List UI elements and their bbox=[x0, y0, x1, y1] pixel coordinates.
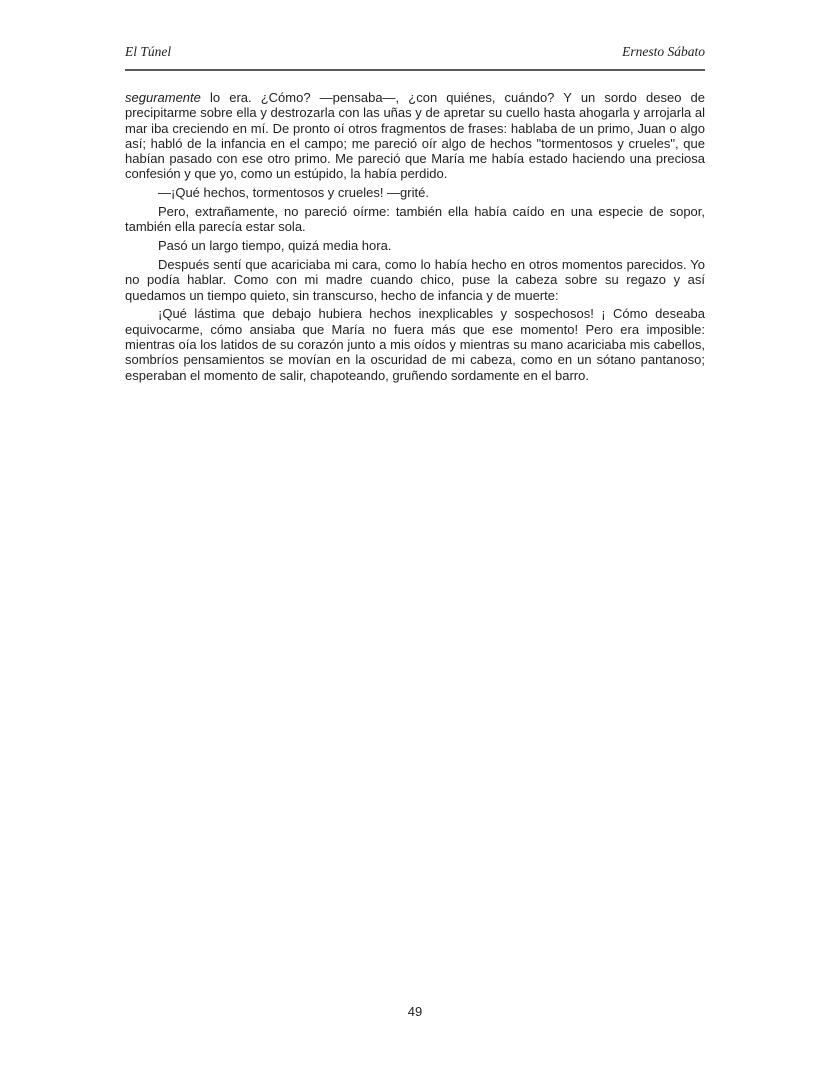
paragraph: Pasó un largo tiempo, quizá media hora. bbox=[158, 238, 392, 254]
running-author: Ernesto Sábato bbox=[622, 44, 705, 59]
page-header bbox=[125, 44, 705, 60]
header-rule bbox=[125, 69, 705, 71]
page-body bbox=[125, 90, 705, 383]
italic-lead-word: seguramente bbox=[125, 90, 201, 105]
paragraph-text: lo era. ¿Cómo? —pensaba—, ¿con quiénes, cuándo? Y un sordo deseo de precipitarme sobre ella y destrozarla con las uñas y de apretar su cuello hasta ahogarla y arrojarla al mar iba creciendo en mí. De pronto oí otros fragmentos de frases: hablaba de un primo, Juan o algo así; habló de la infancia en el campo; me pareció oír algo de hechos "tormentosos y crueles", que habían pasado con ese otro primo. Me pareció que María me había estado haciendo una preciosa confesión y que yo, como un estúpido, la había perdido. bbox=[125, 90, 705, 182]
running-book-title: El Túnel bbox=[125, 44, 172, 59]
paragraph: ¡Qué lástima que debajo hubiera hechos inexplicables y sospechosos! ¡ Cómo deseaba equivocarme, cómo ansiaba que María no fuera más que ese momento! Pero era imposible: mientras oía los latidos de su corazón junto a mis oídos y mientras su mano acariciaba mis cabellos, sombríos pensamientos se movían en la oscuridad de mi cabeza, como en un sótano pantanoso; esperaban el momento de salir, chapoteando, gruñendo sordamente en el barro. bbox=[125, 306, 705, 383]
page-number: 49 bbox=[407, 1004, 423, 1019]
page-footer bbox=[125, 1004, 705, 1019]
paragraph: Pero, extrañamente, no pareció oírme: también ella había caído en una especie de sopor, también ella parecía estar sola. bbox=[125, 204, 705, 235]
paragraph: Después sentí que acariciaba mi cara, como lo había hecho en otros momentos parecidos. Yo no podía hablar. Como con mi madre cuando chico, puse la cabeza sobre su regazo y así quedamos un tiempo quieto, sin transcurso, hecho de infancia y de muerte: bbox=[125, 256, 705, 303]
paragraph bbox=[125, 90, 705, 182]
paragraph: —¡Qué hechos, tormentosos y crueles! —grité. bbox=[158, 185, 429, 201]
page-content bbox=[125, 44, 705, 386]
